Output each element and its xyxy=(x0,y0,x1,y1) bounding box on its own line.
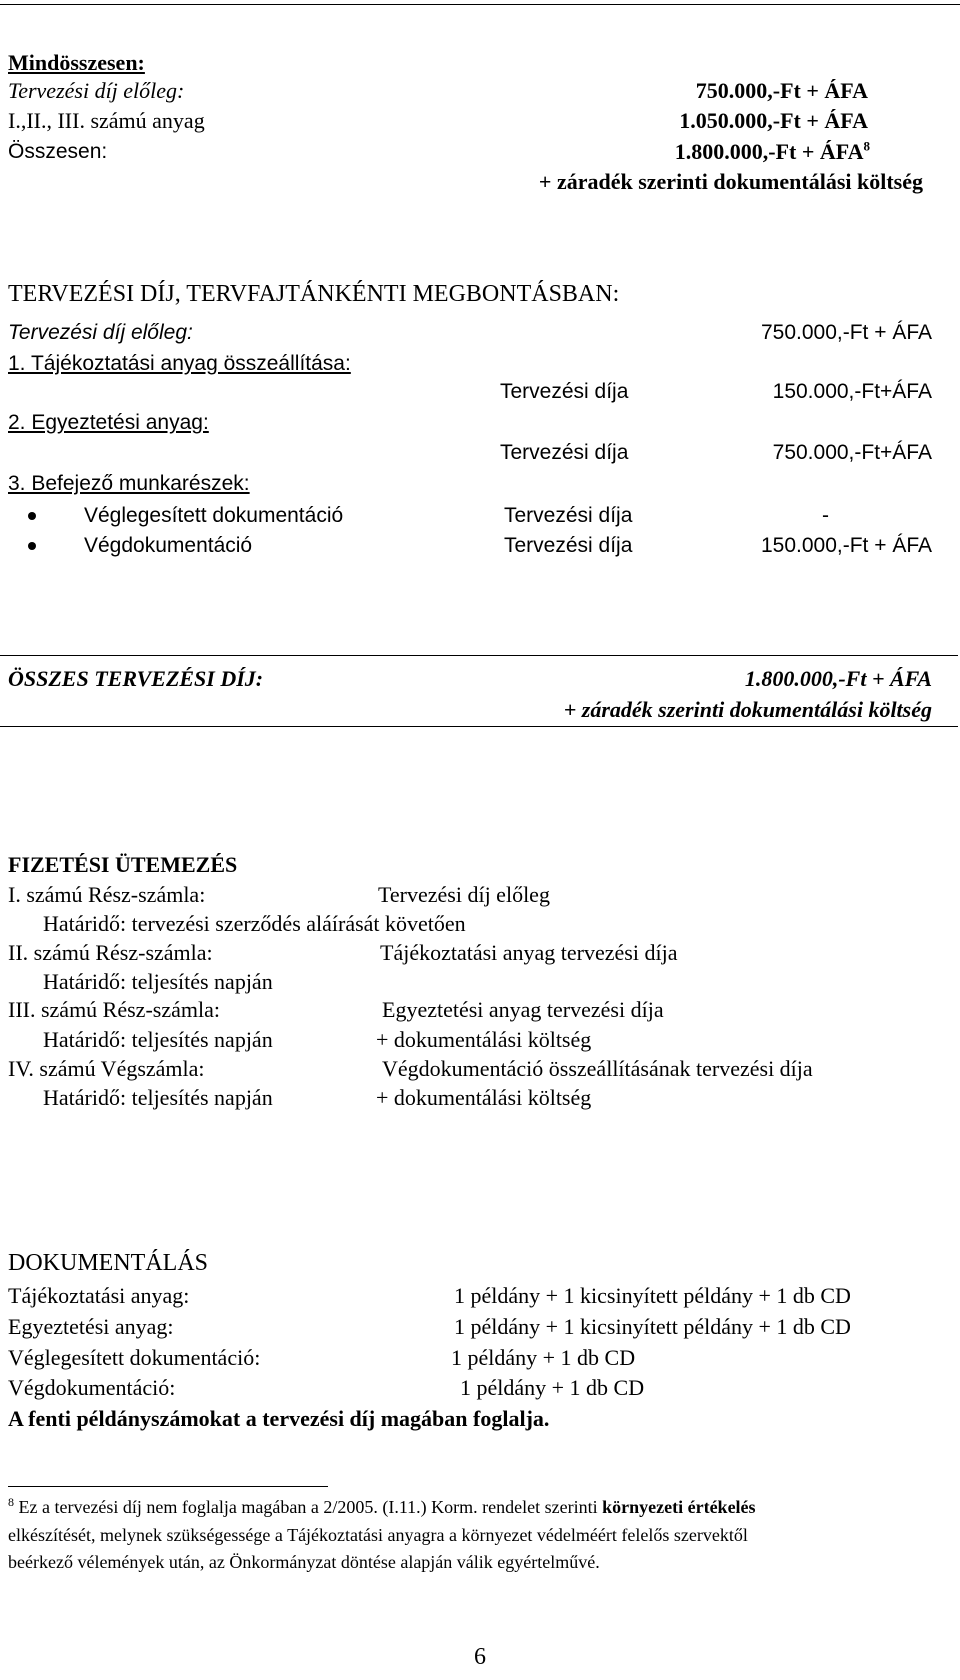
doc-row-4-value: 1 példány + 1 db CD xyxy=(460,1375,645,1400)
schedule-item-2-desc: Tájékoztatási anyag tervezési díja xyxy=(380,940,678,965)
footnote-ref: 8 xyxy=(863,138,870,154)
section-2-fee-label: Tervezési díja xyxy=(500,441,629,464)
bullet-1-fee-label: Tervezési díja xyxy=(504,504,633,527)
schedule-item-4-name: IV. számú Végszámla: xyxy=(8,1056,205,1081)
schedule-item-3-name: III. számú Rész-számla: xyxy=(8,997,220,1022)
bullet-1-label: Véglegesített dokumentáció xyxy=(84,504,344,527)
footnote-line-1: $^8$ Ez a tervezési díj nem foglalja magában a 2/2005. (I.11.) Korm. rendelet szerinti környezeti értékelés xyxy=(8,1495,756,1517)
documentation-note: A fenti példányszámokat a tervezési díj magában foglalja. xyxy=(8,1406,550,1431)
page-top-border xyxy=(0,4,960,5)
total-value: 1.800.000,-Ft + ÁFA xyxy=(744,666,932,691)
summary-note: + záradék szerinti dokumentálási költség xyxy=(538,169,923,194)
section-1-title: 1. Tájékoztatási anyag összeállítása: xyxy=(8,352,351,375)
documentation-title: DOKUMENTÁLÁS xyxy=(8,1250,208,1276)
schedule-item-3-extra: + dokumentálási költség xyxy=(376,1027,592,1052)
bullet-1-fee-value: - xyxy=(822,504,829,527)
footnote-number: 8 xyxy=(8,1495,14,1509)
total-top-rule xyxy=(0,655,958,656)
section-3-title: 3. Befejező munkarészek: xyxy=(8,472,250,495)
bullet-2-fee-value: 150.000,-Ft + ÁFA xyxy=(760,534,932,557)
schedule-item-1-name: I. számú Rész-számla: xyxy=(8,882,206,907)
summary-material-label: I.,II., III. számú anyag xyxy=(8,108,205,133)
schedule-item-2-deadline: Határidő: teljesítés napján xyxy=(43,969,273,994)
doc-row-1-value: 1 példány + 1 kicsinyített példány + 1 db CD xyxy=(454,1283,851,1308)
schedule-item-4-deadline: Határidő: teljesítés napján xyxy=(43,1085,273,1110)
page-number: 6 xyxy=(474,1644,486,1670)
bullet-dot xyxy=(28,512,36,520)
doc-row-3-value: 1 példány + 1 db CD xyxy=(451,1345,636,1370)
section-2-fee-value: 750.000,-Ft+ÁFA xyxy=(772,441,932,464)
schedule-item-4-extra: + dokumentálási költség xyxy=(376,1085,592,1110)
schedule-item-3-desc: Egyeztetési anyag tervezési díja xyxy=(382,997,664,1022)
breakdown-advance-label: Tervezési díj előleg: xyxy=(8,321,193,344)
footnote-separator xyxy=(8,1486,328,1487)
summary-advance-value: 750.000,-Ft + ÁFA xyxy=(695,78,868,103)
section-2-title: 2. Egyeztetési anyag: xyxy=(8,411,209,434)
total-bottom-rule xyxy=(0,726,958,727)
schedule-item-4-desc: Végdokumentáció összeállításának tervezési díja xyxy=(382,1056,813,1081)
doc-row-1-label: Tájékoztatási anyag: xyxy=(8,1283,190,1308)
breakdown-title: TERVEZÉSI DÍJ, TERVFAJTÁNKÉNTI MEGBONTÁSBAN: xyxy=(8,281,620,307)
summary-material-value: 1.050.000,-Ft + ÁFA xyxy=(679,108,868,133)
schedule-item-1-desc: Tervezési díj előleg xyxy=(378,882,550,907)
total-note: + záradék szerinti dokumentálási költség xyxy=(563,697,932,722)
section-1-fee-label: Tervezési díja xyxy=(500,380,629,403)
doc-row-2-label: Egyeztetési anyag: xyxy=(8,1314,174,1339)
schedule-item-3-deadline: Határidő: teljesítés napján xyxy=(43,1027,273,1052)
bullet-2-label: Végdokumentáció xyxy=(84,534,253,557)
schedule-title: FIZETÉSI ÜTEMEZÉS xyxy=(8,852,238,877)
section-1-fee-value: 150.000,-Ft+ÁFA xyxy=(772,380,932,403)
doc-row-4-label: Végdokumentáció: xyxy=(8,1375,176,1400)
summary-title: Mindösszesen: xyxy=(8,50,145,75)
footnote-line-2: elkészítését, melynek szükségessége a Tájékoztatási anyagra a környezet védelméért felelős szervektől xyxy=(8,1525,748,1545)
summary-total-label: Összesen: xyxy=(8,140,108,163)
bullet-2-fee-label: Tervezési díja xyxy=(504,534,633,557)
summary-total-value: $1.800.000,-Ft + ÁFA^8$ xyxy=(674,138,870,164)
schedule-item-2-name: II. számú Rész-számla: xyxy=(8,940,213,965)
summary-advance-label: Tervezési díj előleg: xyxy=(8,78,185,103)
footnote-line-3: beérkező vélemények után, az Önkormányzat döntése alapján válik egyértelművé. xyxy=(8,1552,600,1572)
bullet-dot xyxy=(28,542,36,550)
schedule-item-1-deadline: Határidő: tervezési szerződés aláírását követően xyxy=(43,911,466,936)
doc-row-2-value: 1 példány + 1 kicsinyített példány + 1 db CD xyxy=(454,1314,851,1339)
breakdown-advance-value: 750.000,-Ft + ÁFA xyxy=(760,321,932,344)
doc-row-3-label: Véglegesített dokumentáció: xyxy=(8,1345,261,1370)
total-label: ÖSSZES TERVEZÉSI DÍJ: xyxy=(8,666,264,691)
